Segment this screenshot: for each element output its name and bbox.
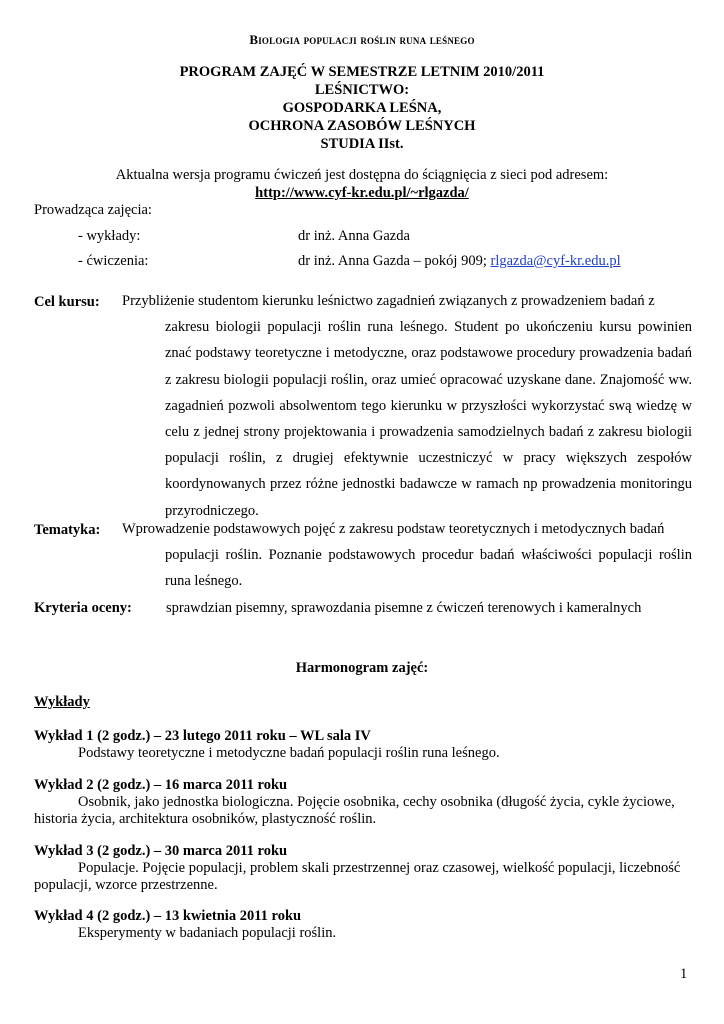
lecture-description: Podstawy teoretyczne i metodyczne badań populacji roślin runa leśnego.: [78, 745, 500, 761]
lecture-heading: Wykład 3 (2 godz.) – 30 marca 2011 roku: [34, 843, 288, 859]
topics-text: [122, 516, 692, 595]
lecture-heading: Wykład 4 (2 godz.) – 13 kwietnia 2011 roku: [34, 908, 302, 924]
course-title: Biologia populacji roślin runa leśnego: [249, 32, 475, 47]
lecture-description: Eksperymenty w badaniach populacji roślin.: [78, 925, 337, 941]
exercises-row: [78, 253, 621, 270]
lectures-heading: Wykłady: [34, 694, 90, 710]
lectures-row: [78, 228, 410, 245]
header-line: GOSPODARKA LEŚNA,: [282, 100, 442, 116]
criteria-label: Kryteria oceny:: [34, 600, 132, 616]
header-line: OCHRONA ZASOBÓW LEŚNYCH: [248, 118, 476, 134]
intro-text: Aktualna wersja programu ćwiczeń jest dostępna do ściągnięcia z sieci pod adresem:: [115, 167, 609, 183]
lecture-entry: [34, 843, 694, 894]
criteria-text: sprawdzian pisemny, sprawozdania pisemne z ćwiczeń terenowych i kameralnych: [166, 600, 642, 616]
goal-continuation: zakresu biologii populacji roślin runa leśnego. Student po ukończeniu kursu powinien znać podstawy teoretyczne i metodyczne, oraz podstawowe procedury prowadzenia badań z zakresu biologii populacji roślin, oraz umieć opracować uzyskane dane. Znajomość ww. zagadnień pozwoli absolwentom tego kierunku w przyszłości wykorzystać swą wiedzę w celu z jednej strony projektowania i prowadzenia samodzielnych badań z zakresu biologii populacji roślin, z drugiej efektywnie uczestniczyć w pracy większych zespołów koordynowanych przez różne jednostki badawcze w ramach np prowadzenia monitoringu przyrodniczego.: [165, 319, 692, 519]
lecture-entry: [34, 728, 694, 762]
lecture-heading: Wykład 2 (2 godz.) – 16 marca 2011 roku: [34, 777, 288, 793]
topics-first-line: Wprowadzenie podstawowych pojęć z zakresu podstaw teoretycznych i metodycznych badań: [122, 521, 665, 537]
exercises-person: dr inż. Anna Gazda – pokój 909;: [298, 253, 487, 269]
goal-text: [122, 288, 692, 524]
intro-block: [0, 166, 724, 202]
header-line: LEŚNICTWO:: [314, 82, 410, 98]
goal-first-line: Przybliżenie studentom kierunku leśnictwo zagadnień związanych z prowadzeniem badań z: [122, 293, 655, 309]
program-url-link[interactable]: http://www.cyf-kr.edu.pl/~rlgazda/: [255, 185, 469, 201]
lecturer-label: Prowadząca zajęcia:: [34, 202, 152, 218]
topics-label: Tematyka:: [34, 522, 101, 538]
lectures-person: dr inż. Anna Gazda: [298, 228, 410, 244]
email-link[interactable]: rlgazda@cyf-kr.edu.pl: [490, 253, 621, 269]
lectures-role: - wykłady:: [78, 228, 141, 244]
header-line: PROGRAM ZAJĘĆ W SEMESTRZE LETNIM 2010/2011: [179, 64, 545, 80]
program-header: [0, 63, 724, 153]
lecture-description: Populacje. Pojęcie populacji, problem skali przestrzennej oraz czasowej, wielkość populacji, liczebność populacji, wzorce przestrzenne.: [34, 860, 681, 893]
lecture-entry: [34, 777, 694, 828]
lecture-entry: [34, 908, 694, 942]
page-number: 1: [680, 966, 688, 982]
lecture-heading: Wykład 1 (2 godz.) – 23 lutego 2011 roku – WL sala IV: [34, 728, 371, 744]
topics-continuation: populacji roślin. Poznanie podstawowych procedur badań właściwości populacji roślin runa leśnego.: [165, 547, 692, 590]
goal-label: Cel kursu:: [34, 294, 100, 310]
lecture-description: Osobnik, jako jednostka biologiczna. Pojęcie osobnika, cechy osobnika (długość życia, cykle życiowe, historia życia, architektura osobników, plastyczność roślin.: [34, 794, 675, 827]
schedule-heading: Harmonogram zajęć:: [295, 660, 429, 676]
exercises-role: - ćwiczenia:: [78, 253, 149, 269]
header-line: STUDIA IIst.: [320, 136, 404, 152]
